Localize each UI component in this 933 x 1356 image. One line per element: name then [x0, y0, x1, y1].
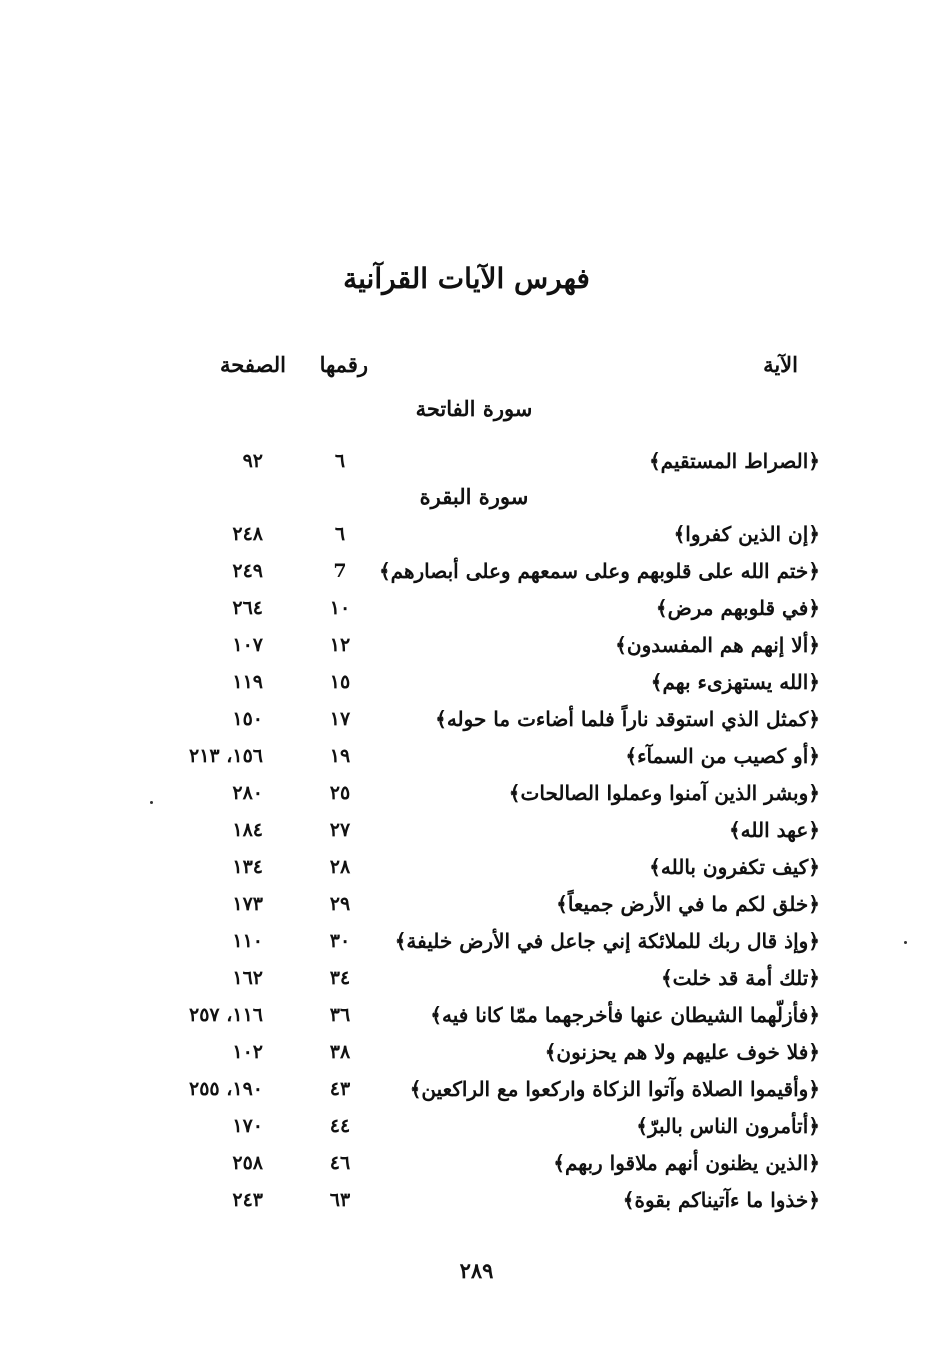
page-reference: ١٥٠ — [232, 708, 263, 730]
page-reference: ١٠٧ — [232, 634, 263, 656]
verse-text: ﴿كيف تكفرون بالله﴾ — [649, 855, 820, 879]
table-row — [0, 443, 933, 480]
page-title: فهرس الآيات القرآنية — [343, 262, 590, 295]
verse-number: ٢٧ — [329, 819, 351, 841]
page-reference: ١٧٠ — [232, 1115, 263, 1137]
verse-number: ١٠ — [329, 597, 351, 619]
table-row — [0, 997, 933, 1034]
page-reference: ١٧٣ — [232, 893, 263, 915]
table-row — [0, 886, 933, 923]
page-reference: ٢٦٤ — [232, 597, 263, 619]
table-row — [0, 553, 933, 590]
table-row — [0, 627, 933, 664]
verse-text: ﴿خذوا ما ءآتيناكم بقوة﴾ — [622, 1188, 820, 1212]
verse-number: ٤٣ — [329, 1078, 351, 1100]
page-reference: ١١٦، ٢٥٧ — [189, 1004, 263, 1026]
verse-text: ﴿وإذ قال ربك للملائكة إني جاعل في الأرض خليفة﴾ — [394, 929, 820, 953]
verse-number: ٦ — [334, 523, 346, 545]
verse-text: ﴿الذين يظنون أنهم ملاقوا ربهم﴾ — [553, 1151, 820, 1175]
verse-text: ﴿أو كصيب من السمآء﴾ — [625, 744, 820, 768]
table-row — [0, 960, 933, 997]
verse-text: ﴿كمثل الذي استوقد ناراً فلما أضاءت ما حوله﴾ — [435, 707, 820, 731]
verse-number: ٦٣ — [329, 1189, 351, 1211]
column-header-verse: الآية — [763, 352, 798, 377]
table-row — [0, 516, 933, 553]
verse-text: ﴿ألا إنهم هم المفسدون﴾ — [615, 633, 820, 657]
verse-number: ١٧ — [329, 708, 351, 730]
table-row — [0, 590, 933, 627]
verse-number: ٣٨ — [329, 1041, 351, 1063]
scan-speck — [150, 801, 153, 804]
table-row — [0, 923, 933, 960]
table-row — [0, 849, 933, 886]
verse-number: ٢٨ — [329, 856, 351, 878]
page-reference: ١٩٠، ٢٥٥ — [189, 1078, 263, 1100]
verse-text: ﴿خلق لكم ما في الأرض جميعاً﴾ — [556, 892, 820, 916]
verse-number: 7 — [333, 560, 347, 582]
page-reference: ١٠٢ — [232, 1041, 263, 1063]
verse-text: ﴿في قلوبهم مرض﴾ — [655, 596, 820, 620]
table-row — [0, 1182, 933, 1219]
verse-text: ﴿الصراط المستقيم﴾ — [648, 449, 820, 473]
page-reference: ٢٥٨ — [232, 1152, 263, 1174]
verse-number: ٢٩ — [329, 893, 351, 915]
verse-number: ٤٤ — [329, 1115, 351, 1137]
verse-text: ﴿وبشر الذين آمنوا وعملوا الصالحات﴾ — [508, 781, 820, 805]
page-reference: ١٣٤ — [232, 856, 263, 878]
page-reference: ٢٨٠ — [232, 782, 263, 804]
verse-text: ﴿أتأمرون الناس بالبرّ﴾ — [636, 1114, 820, 1138]
table-row — [0, 701, 933, 738]
verse-number: ٦ — [334, 450, 346, 472]
verse-text: ﴿ختم الله على قلوبهم وعلى سمعهم وعلى أبصارهم﴾ — [378, 559, 820, 583]
page-reference: ٢٤٩ — [232, 560, 263, 582]
table-row — [0, 1108, 933, 1145]
page-reference: ٢٤٣ — [232, 1189, 263, 1211]
page-reference: ٩٢ — [242, 450, 263, 472]
verse-text: ﴿تلك أمة قد خلت﴾ — [660, 966, 820, 990]
verse-text: ﴿فأزلّهما الشيطان عنها فأخرجهما ممّا كانا فيه﴾ — [430, 1003, 820, 1027]
verse-text: ﴿فلا خوف عليهم ولا هم يحزنون﴾ — [544, 1040, 820, 1064]
table-row — [0, 775, 933, 812]
table-row — [0, 664, 933, 701]
page-reference: ١١٠ — [232, 930, 263, 952]
verse-text: ﴿الله يستهزىء بهم﴾ — [650, 670, 820, 694]
table-row — [0, 1071, 933, 1108]
verse-number: ٣٠ — [329, 930, 351, 952]
column-header-number: رقمها — [319, 352, 368, 377]
page-reference: ٢٤٨ — [232, 523, 263, 545]
table-row — [0, 1145, 933, 1182]
verse-text: ﴿إن الذين كفروا﴾ — [673, 522, 820, 546]
page-reference: ١٦٢ — [232, 967, 263, 989]
scan-speck — [904, 941, 907, 944]
verse-number: ٢٥ — [329, 782, 351, 804]
surah-heading-fatiha: سورة الفاتحة — [415, 396, 533, 421]
verse-number: ٣٤ — [329, 967, 351, 989]
table-row — [0, 738, 933, 775]
verse-number: ١٩ — [329, 745, 351, 767]
page-reference: ١١٩ — [232, 671, 263, 693]
table-row — [0, 1034, 933, 1071]
page-reference: ١٨٤ — [232, 819, 263, 841]
verse-text: ﴿عهد الله﴾ — [728, 818, 820, 842]
page-number: ٢٨٩ — [459, 1258, 494, 1283]
verse-number: ١٢ — [329, 634, 351, 656]
verse-text: ﴿وأقيموا الصلاة وآتوا الزكاة واركعوا مع الراكعين﴾ — [409, 1077, 820, 1101]
verse-number: ٤٦ — [329, 1152, 351, 1174]
table-row — [0, 812, 933, 849]
page-reference: ١٥٦، ٢١٣ — [189, 745, 263, 767]
surah-heading-baqara: سورة البقرة — [419, 484, 529, 509]
verse-number: ١٥ — [329, 671, 351, 693]
column-header-page: الصفحة — [220, 352, 286, 377]
verse-number: ٣٦ — [329, 1004, 351, 1026]
